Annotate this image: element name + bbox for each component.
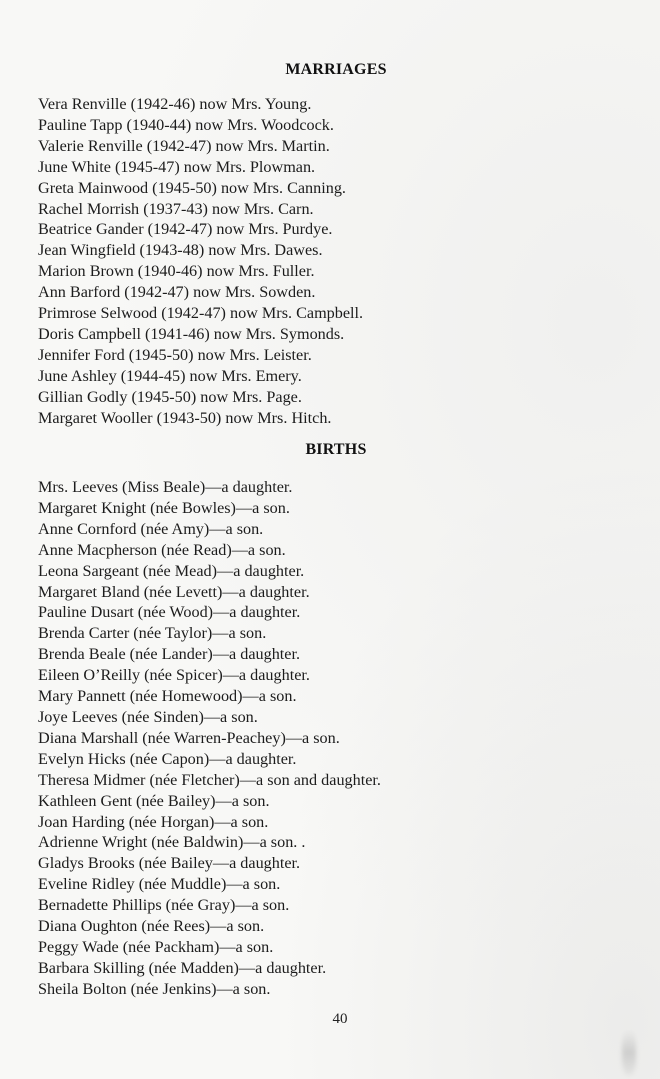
marriages-list [38, 94, 363, 429]
scan-smudge [622, 1030, 636, 1075]
birth-entry: Brenda Beale (née Lander)—a daughter. [38, 645, 301, 664]
birth-entry: Peggy Wade (née Packham)—a son. [38, 937, 274, 956]
marriage-entry: Doris Campbell (1941-46) now Mrs. Symonds. [38, 324, 345, 343]
marriage-entry: Jennifer Ford (1945-50) now Mrs. Leister. [38, 345, 312, 364]
page-number: 40 [332, 1011, 348, 1027]
births-list [38, 477, 381, 1000]
marriage-entry: Greta Mainwood (1945-50) now Mrs. Canning. [38, 178, 346, 197]
marriage-entry: June Ashley (1944-45) now Mrs. Emery. [38, 366, 302, 385]
birth-entry: Kathleen Gent (née Bailey)—a son. [38, 791, 270, 810]
marriage-entry: Pauline Tapp (1940-44) now Mrs. Woodcock. [38, 115, 334, 134]
marriage-entry: June White (1945-47) now Mrs. Plowman. [38, 157, 316, 176]
birth-entry: Joye Leeves (née Sinden)—a son. [38, 707, 258, 726]
birth-entry: Barbara Skilling (née Madden)—a daughter. [38, 958, 327, 977]
marriage-entry: Margaret Wooller (1943-50) now Mrs. Hitch. [38, 408, 332, 427]
marriage-entry: Vera Renville (1942-46) now Mrs. Young. [38, 95, 312, 113]
births-heading: BIRTHS [305, 441, 367, 458]
birth-entry: Adrienne Wright (née Baldwin)—a son. . [38, 833, 306, 852]
birth-entry: Mary Pannett (née Homewood)—a son. [38, 687, 297, 706]
marriage-entry: Jean Wingfield (1943-48) now Mrs. Dawes. [38, 241, 323, 260]
birth-entry: Eileen O’Reilly (née Spicer)—a daughter. [38, 666, 310, 685]
birth-entry: Margaret Bland (née Levett)—a daughter. [38, 582, 310, 601]
birth-entry: Bernadette Phillips (née Gray)—a son. [38, 896, 290, 915]
birth-entry: Margaret Knight (née Bowles)—a son. [38, 498, 290, 517]
birth-entry: Evelyn Hicks (née Capon)—a daughter. [38, 749, 297, 768]
birth-entry: Mrs. Leeves (Miss Beale)—a daughter. [38, 478, 293, 496]
birth-entry: Anne Macpherson (née Read)—a son. [38, 540, 286, 559]
birth-entry: Sheila Bolton (née Jenkins)—a son. [38, 979, 271, 998]
marriage-entry: Primrose Selwood (1942-47) now Mrs. Campbell. [38, 304, 364, 323]
birth-entry: Joan Harding (née Horgan)—a son. [38, 812, 269, 831]
marriage-entry: Beatrice Gander (1942-47) now Mrs. Purdye. [38, 220, 333, 239]
birth-entry: Gladys Brooks (née Bailey—a daughter. [38, 854, 301, 873]
marriage-entry: Rachel Morrish (1937-43) now Mrs. Carn. [38, 199, 314, 218]
marriage-entry: Gillian Godly (1945-50) now Mrs. Page. [38, 387, 302, 406]
birth-entry: Diana Marshall (née Warren-Peachey)—a son. [38, 728, 340, 747]
birth-entry: Brenda Carter (née Taylor)—a son. [38, 624, 267, 643]
birth-entry: Diana Oughton (née Rees)—a son. [38, 917, 265, 936]
marriage-entry: Ann Barford (1942-47) now Mrs. Sowden. [38, 283, 316, 302]
marriage-entry: Valerie Renville (1942-47) now Mrs. Martin. [38, 136, 330, 155]
birth-entry: Theresa Midmer (née Fletcher)—a son and daughter. [38, 770, 381, 789]
birth-entry: Pauline Dusart (née Wood)—a daughter. [38, 603, 301, 622]
birth-entry: Anne Cornford (née Amy)—a son. [38, 519, 264, 538]
birth-entry: Eveline Ridley (née Muddle)—a son. [38, 875, 281, 894]
marriages-heading: MARRIAGES [285, 61, 387, 78]
marriage-entry: Marion Brown (1940-46) now Mrs. Fuller. [38, 262, 315, 281]
birth-entry: Leona Sargeant (née Mead)—a daughter. [38, 561, 305, 580]
